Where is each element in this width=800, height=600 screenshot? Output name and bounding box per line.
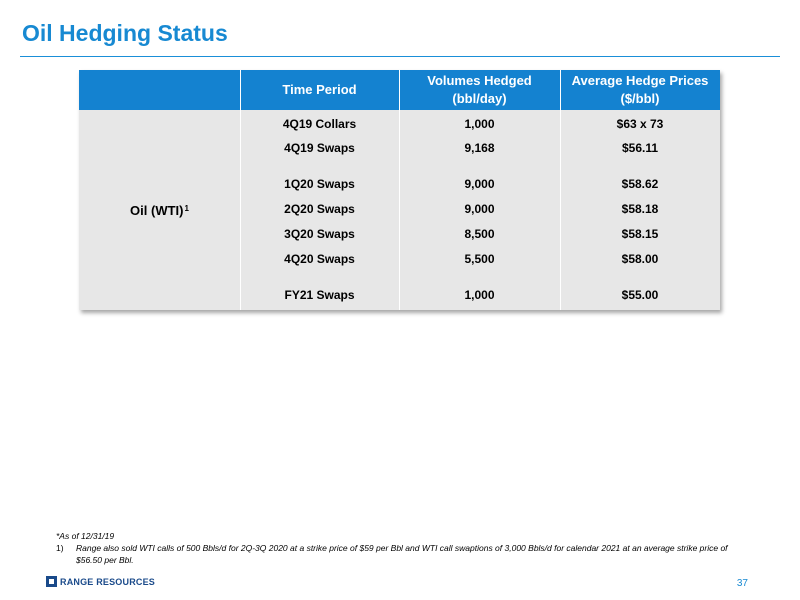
cell-price: $56.11 — [621, 141, 659, 155]
cell-volume: 9,168 — [464, 141, 495, 155]
cell-period: 1Q20 Swaps — [284, 177, 355, 191]
header-volumes-line1: Volumes Hedged — [427, 73, 532, 88]
cell-volume: 9,000 — [464, 202, 495, 216]
cell-price: $63 x 73 — [616, 117, 664, 131]
cell-volume: 9,000 — [464, 177, 495, 191]
cell-price: $58.15 — [621, 227, 659, 241]
table-header — [79, 70, 720, 110]
company-logo — [46, 576, 155, 587]
cell-period: 4Q19 Collars — [282, 117, 357, 131]
row-label-oil-wti — [79, 110, 240, 310]
cell-period: 3Q20 Swaps — [284, 227, 355, 241]
cell-volume: 5,500 — [464, 252, 495, 266]
as-of-note: *As of 12/31/19 — [56, 531, 115, 541]
row-label-text: Oil (WTI) — [130, 202, 184, 218]
row-label-footnote-marker: 1 — [184, 203, 189, 213]
header-volumes-line2: (bbl/day) — [452, 91, 507, 106]
title-divider — [20, 56, 780, 57]
header-prices-line2: ($/bbl) — [620, 91, 660, 106]
page-number: 37 — [736, 578, 748, 589]
cell-price: $55.00 — [621, 288, 659, 302]
cell-volume: 1,000 — [464, 117, 495, 131]
cell-period: FY21 Swaps — [284, 288, 355, 302]
logo-mark-icon — [46, 576, 57, 587]
page-title: Oil Hedging Status — [22, 20, 228, 46]
cell-volume: 1,000 — [464, 288, 495, 302]
cell-period: 4Q19 Swaps — [284, 141, 355, 155]
cell-period: 2Q20 Swaps — [284, 202, 355, 216]
cell-period: 4Q20 Swaps — [284, 252, 355, 266]
footnote-1-number: 1) — [56, 543, 64, 553]
cell-price: $58.62 — [621, 177, 659, 191]
footnote-1-text: Range also sold WTI calls of 500 Bbls/d for 2Q-3Q 2020 at a strike price of $59 per Bbl and WTI call swaptions of 3,000 Bbls/d for calendar 2021 at an average strike price of $56.50 per Bbl. — [76, 543, 728, 565]
cell-price: $58.18 — [621, 202, 659, 216]
header-time-period: Time Period — [282, 82, 357, 97]
footnote-1 — [56, 542, 746, 566]
cell-price: $58.00 — [621, 252, 659, 266]
header-prices-line1: Average Hedge Prices — [571, 73, 709, 88]
logo-text: RANGE RESOURCES — [60, 576, 156, 587]
header-prices — [560, 70, 720, 110]
header-volumes — [399, 70, 560, 110]
table-body — [79, 110, 720, 310]
hedging-table — [79, 70, 720, 310]
cell-volume: 8,500 — [464, 227, 495, 241]
